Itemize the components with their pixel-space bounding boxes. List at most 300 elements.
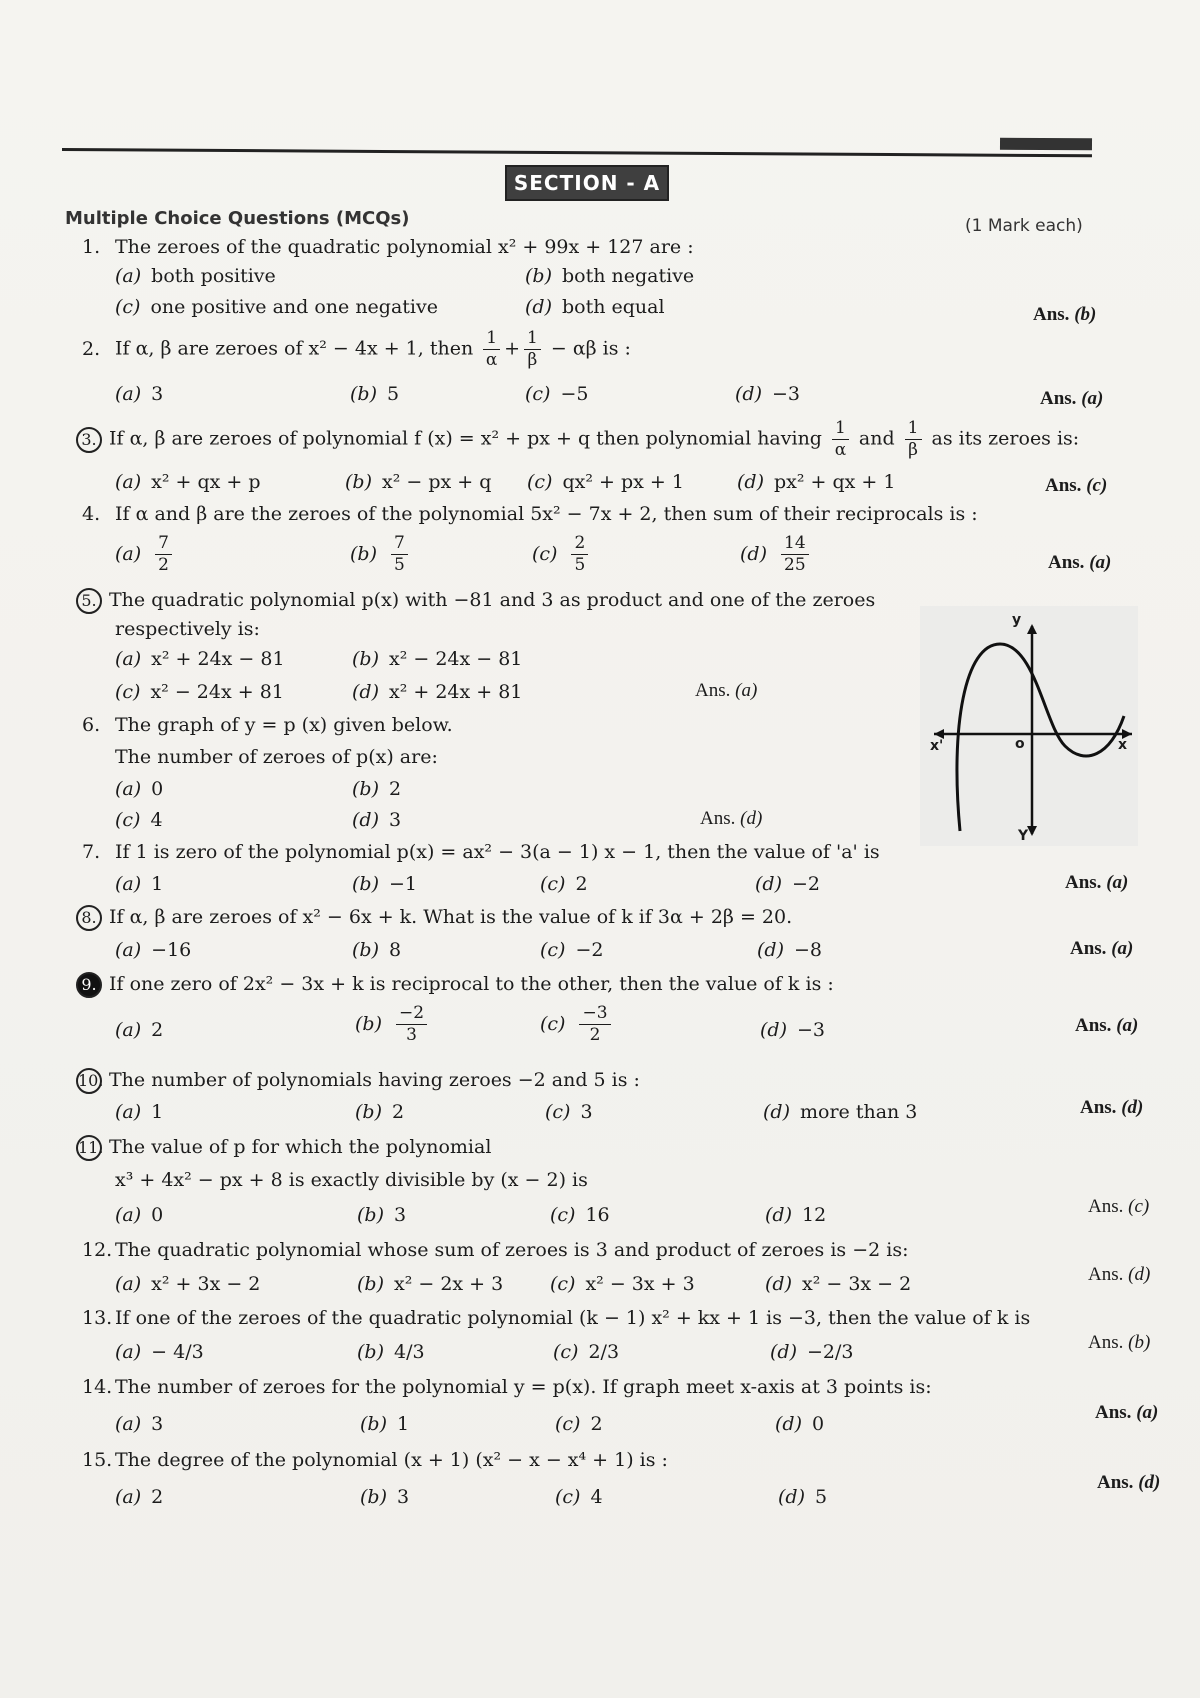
option-label: (c) [540, 1012, 566, 1035]
answer-7 [1065, 872, 1128, 894]
option-label: (d) [525, 296, 552, 318]
question-1 [82, 235, 694, 259]
option-b [355, 1005, 431, 1044]
option-text: 2 [392, 1101, 405, 1123]
option-b [345, 470, 491, 494]
denominator: α [485, 350, 498, 370]
answer-10 [1080, 1097, 1143, 1119]
option-text: both negative [562, 265, 695, 287]
question-text: If α, β are zeroes of polynomial f (x) = x² + px + q then polynomial having [109, 427, 822, 450]
option-d [763, 1100, 917, 1124]
fraction [391, 535, 408, 574]
option-text: x² − px + q [382, 471, 492, 493]
section-badge: SECTION - A [505, 165, 669, 201]
option-a [115, 1100, 163, 1124]
question-number: 2. [82, 337, 101, 360]
question-number: 5. [76, 588, 102, 614]
option-d [352, 680, 522, 704]
denominator: 5 [394, 555, 405, 575]
option-label: (c) [532, 542, 558, 565]
mcq-heading: Multiple Choice Questions (MCQs) [65, 208, 410, 229]
option-d [525, 295, 665, 319]
answer-letter: (d) [1138, 1472, 1161, 1493]
question-text: The quadratic polynomial whose sum of zeroes is 3 and product of zeroes is −2 is: [115, 1239, 909, 1261]
option-text: 3 [151, 1413, 164, 1435]
option-d [760, 1018, 825, 1042]
option-d [352, 808, 401, 832]
answer-prefix: Ans. [1070, 938, 1107, 959]
answer-prefix: Ans. [1095, 1402, 1132, 1423]
option-label: (a) [115, 1101, 142, 1123]
option-d [737, 470, 895, 494]
option-text: 1 [151, 873, 164, 895]
option-a [115, 470, 261, 494]
y-axis-label-top: y [1012, 612, 1022, 628]
option-b [360, 1412, 409, 1436]
denominator: β [527, 350, 538, 370]
numerator: 1 [524, 330, 541, 350]
option-label: (b) [357, 1341, 384, 1363]
option-label: (c) [545, 1101, 571, 1123]
question-3 [82, 420, 1079, 459]
option-b [350, 535, 412, 574]
option-text: x² + qx + p [151, 471, 261, 493]
option-b [525, 264, 694, 288]
option-label: (a) [115, 265, 142, 287]
numerator: 14 [781, 535, 809, 555]
option-b [352, 777, 401, 801]
question-5 [82, 588, 875, 614]
question-text: The graph of y = p (x) given below. [115, 714, 453, 736]
question-12 [82, 1238, 908, 1262]
answer-prefix: Ans. [700, 808, 736, 829]
option-label: (a) [115, 1019, 142, 1041]
option-text: 4 [590, 1486, 603, 1508]
question-6-line-2: The number of zeroes of p(x) are: [115, 746, 438, 768]
question-text: If one of the zeroes of the quadratic polynomial (k − 1) x² + kx + 1 is −3, then the value of k is [115, 1307, 1031, 1329]
question-number: 10. [76, 1068, 102, 1094]
marks-note: (1 Mark each) [965, 216, 1083, 236]
numerator: 2 [571, 535, 588, 555]
numerator: 1 [832, 420, 849, 440]
option-d [770, 1340, 854, 1364]
option-c [115, 680, 284, 704]
question-number: 14. [82, 1376, 113, 1398]
option-label: (b) [352, 873, 379, 895]
option-label: (c) [550, 1273, 576, 1295]
question-text: If 1 is zero of the polynomial p(x) = ax² − 3(a − 1) x − 1, then the value of 'a' is [115, 841, 880, 863]
option-text: 3 [389, 809, 402, 831]
option-text: more than 3 [800, 1101, 918, 1123]
question-9 [82, 972, 834, 998]
question-4 [82, 502, 978, 526]
option-label: (b) [345, 471, 372, 493]
answer-prefix: Ans. [1088, 1196, 1124, 1217]
option-label: (b) [355, 1012, 382, 1035]
answer-6 [700, 808, 762, 830]
answer-prefix: Ans. [1048, 552, 1085, 573]
question-15 [82, 1448, 668, 1472]
option-a [115, 647, 285, 671]
question-6 [82, 713, 453, 737]
option-text: 2 [389, 778, 402, 800]
option-text: 0 [151, 1204, 164, 1226]
question-number: 1. [82, 236, 101, 258]
y-axis-arrow-bottom [1027, 826, 1037, 836]
question-2 [82, 330, 631, 369]
question-5-line-2: respectively is: [115, 618, 260, 640]
option-label: (a) [115, 778, 142, 800]
option-c [115, 295, 438, 319]
answer-letter: (b) [1128, 1332, 1151, 1353]
question-11-line-2: x³ + 4x² − px + 8 is exactly divisible by (x − 2) is [115, 1169, 588, 1191]
option-label: (b) [350, 383, 377, 405]
option-b [355, 1100, 404, 1124]
numerator: 1 [483, 330, 500, 350]
question-number: 13. [82, 1307, 113, 1329]
option-text: 0 [812, 1413, 825, 1435]
option-label: (d) [765, 1273, 792, 1295]
option-text: x² + 3x − 2 [151, 1273, 261, 1295]
option-label: (d) [778, 1486, 805, 1508]
option-text: −2 [792, 873, 821, 895]
option-d [755, 872, 820, 896]
question-text: The value of p for which the polynomial [109, 1136, 492, 1158]
option-label: (a) [115, 1486, 142, 1508]
option-label: (c) [527, 471, 553, 493]
question-text: The number of polynomials having zeroes −2 and 5 is : [109, 1069, 640, 1091]
answer-letter: (d) [1121, 1097, 1144, 1118]
fraction [155, 535, 172, 574]
option-d [775, 1412, 824, 1436]
question-14 [82, 1375, 932, 1399]
question-text: If α, β are zeroes of x² − 6x + k. What is the value of k if 3α + 2β = 20. [109, 906, 793, 928]
denominator: 5 [574, 555, 586, 575]
option-c [540, 1005, 615, 1044]
option-b [357, 1272, 503, 1296]
option-label: (b) [352, 778, 379, 800]
option-text: 3 [151, 383, 164, 405]
option-c [555, 1412, 603, 1436]
answer-letter: (c) [1128, 1196, 1150, 1217]
option-a [115, 382, 163, 406]
option-c [555, 1485, 603, 1509]
numerator: 7 [391, 535, 408, 555]
option-text: both positive [151, 265, 276, 287]
polynomial-graph [920, 606, 1138, 846]
question-number: 8. [76, 905, 102, 931]
option-label: (c) [540, 873, 566, 895]
option-c [540, 872, 588, 896]
option-text: 12 [802, 1204, 827, 1226]
question-number: 15. [82, 1449, 113, 1471]
option-a [115, 1340, 204, 1364]
answer-12 [1088, 1264, 1150, 1286]
option-text: 8 [389, 939, 402, 961]
option-label: (b) [350, 542, 377, 565]
denominator: β [908, 440, 918, 460]
option-text: 3 [394, 1204, 407, 1226]
answer-letter: (a) [1106, 872, 1129, 893]
question-11 [78, 1135, 492, 1161]
answer-letter: (a) [1081, 388, 1104, 409]
question-10 [78, 1068, 640, 1094]
question-number: 7. [82, 841, 101, 863]
option-label: (b) [357, 1273, 384, 1295]
option-text: −5 [560, 383, 589, 405]
answer-15 [1097, 1472, 1160, 1494]
fraction [571, 535, 588, 574]
option-label: (b) [352, 939, 379, 961]
answer-2 [1040, 388, 1103, 410]
option-text: 2 [575, 873, 588, 895]
option-a [115, 872, 163, 896]
option-a [115, 938, 191, 962]
option-label: (a) [115, 1273, 142, 1295]
option-label: (d) [352, 809, 379, 831]
option-text: one positive and one negative [150, 296, 438, 318]
question-7 [82, 840, 880, 864]
option-text: 1 [151, 1101, 164, 1123]
option-label: (c) [555, 1486, 581, 1508]
option-a [115, 535, 176, 574]
question-text: as its zeroes is: [931, 427, 1080, 450]
option-c [527, 470, 684, 494]
option-text: qx² + px + 1 [562, 471, 684, 493]
option-label: (c) [115, 296, 141, 318]
option-d [740, 535, 813, 574]
question-text: The number of zeroes for the polynomial y = p(x). If graph meet x-axis at 3 points is: [115, 1376, 932, 1398]
option-label: (d) [352, 681, 379, 703]
answer-prefix: Ans. [1045, 475, 1082, 496]
fraction [396, 1005, 427, 1044]
option-b [352, 872, 417, 896]
option-d [765, 1203, 826, 1227]
answer-3 [1045, 475, 1107, 497]
option-c [553, 1340, 619, 1364]
option-a [115, 1485, 163, 1509]
numerator: 7 [155, 535, 172, 555]
numerator: 1 [905, 420, 922, 440]
option-b [357, 1340, 425, 1364]
answer-prefix: Ans. [1097, 1472, 1134, 1493]
answer-letter: (a) [1089, 552, 1112, 573]
numerator: −3 [579, 1005, 610, 1025]
question-text: If α and β are the zeroes of the polynomial 5x² − 7x + 2, then sum of their reciprocals is : [115, 503, 978, 525]
option-d [735, 382, 800, 406]
option-label: (d) [735, 383, 762, 405]
answer-5 [695, 680, 757, 702]
option-label: (d) [757, 939, 784, 961]
option-text: x² − 3x − 2 [802, 1273, 912, 1295]
answer-14 [1095, 1402, 1158, 1424]
question-number: 11. [76, 1135, 102, 1161]
option-label: (b) [357, 1204, 384, 1226]
option-label: (a) [115, 1413, 142, 1435]
option-label: (c) [115, 681, 141, 703]
option-label: (d) [763, 1101, 790, 1123]
option-a [115, 1272, 260, 1296]
option-b [360, 1485, 409, 1509]
option-text: 5 [815, 1486, 828, 1508]
answer-11 [1088, 1196, 1149, 1218]
option-text: x² − 3x + 3 [585, 1273, 695, 1295]
cubic-curve [957, 644, 1124, 831]
answer-letter: (a) [735, 680, 758, 701]
option-c [115, 808, 163, 832]
option-c [540, 938, 603, 962]
question-number: 9. [76, 972, 102, 998]
denominator: 25 [784, 555, 806, 575]
option-label: (d) [775, 1413, 802, 1435]
option-text: −8 [794, 939, 823, 961]
option-label: (a) [115, 648, 142, 670]
question-number: 3. [76, 427, 102, 453]
option-d [757, 938, 822, 962]
origin-label: o [1015, 736, 1025, 752]
option-label: (d) [765, 1204, 792, 1226]
fraction [781, 535, 809, 574]
option-text: −2/3 [807, 1341, 854, 1363]
denominator: 2 [158, 555, 169, 575]
fraction [579, 1005, 610, 1044]
option-text: 4 [150, 809, 163, 831]
numerator: −2 [396, 1005, 427, 1025]
option-text: 4/3 [394, 1341, 425, 1363]
answer-letter: (c) [1086, 475, 1108, 496]
option-label: (d) [737, 471, 764, 493]
answer-prefix: Ans. [1065, 872, 1102, 893]
option-b [357, 1203, 406, 1227]
option-text: −1 [389, 873, 418, 895]
option-text: 3 [580, 1101, 593, 1123]
option-text: −16 [151, 939, 192, 961]
question-text: − αβ is : [550, 337, 631, 360]
option-a [115, 777, 163, 801]
option-text: 0 [151, 778, 164, 800]
option-label: (b) [360, 1413, 387, 1435]
option-text: px² + qx + 1 [774, 471, 896, 493]
answer-prefix: Ans. [1040, 388, 1077, 409]
answer-prefix: Ans. [1075, 1015, 1112, 1036]
option-c [545, 1100, 593, 1124]
answer-13 [1088, 1332, 1150, 1354]
option-text: x² − 24x − 81 [389, 648, 523, 670]
option-text: 2 [590, 1413, 603, 1435]
option-label: (a) [115, 1341, 142, 1363]
option-label: (c) [540, 939, 566, 961]
option-label: (c) [115, 809, 141, 831]
option-text: 1 [397, 1413, 410, 1435]
answer-letter: (d) [740, 808, 763, 829]
option-text: − 4/3 [151, 1341, 204, 1363]
option-a [115, 1412, 163, 1436]
fraction [524, 330, 541, 369]
question-8 [82, 905, 792, 931]
question-text: The zeroes of the quadratic polynomial x² + 99x + 127 are : [115, 236, 694, 258]
option-b [352, 647, 522, 671]
option-label: (b) [525, 265, 552, 287]
question-13 [82, 1306, 1030, 1330]
option-d [778, 1485, 827, 1509]
answer-prefix: Ans. [1033, 304, 1070, 325]
question-number: 6. [82, 714, 101, 736]
option-label: (c) [555, 1413, 581, 1435]
option-c [550, 1203, 610, 1227]
top-rule [62, 148, 1092, 157]
option-label: (a) [115, 1204, 142, 1226]
option-d [765, 1272, 911, 1296]
denominator: 2 [589, 1025, 601, 1045]
answer-prefix: Ans. [1088, 1264, 1124, 1285]
option-label: (b) [355, 1101, 382, 1123]
option-text: x² − 2x + 3 [394, 1273, 504, 1295]
option-label: (c) [553, 1341, 579, 1363]
option-label: (a) [115, 542, 142, 565]
question-text: The degree of the polynomial (x + 1) (x² − x − x⁴ + 1) is : [115, 1449, 668, 1471]
question-text: The quadratic polynomial p(x) with −81 and 3 as product and one of the zeroes [109, 589, 876, 611]
answer-9 [1075, 1015, 1138, 1037]
option-text: 3 [397, 1486, 410, 1508]
answer-prefix: Ans. [695, 680, 731, 701]
option-label: (a) [115, 471, 142, 493]
answer-8 [1070, 938, 1133, 960]
and-word: and [858, 427, 895, 450]
plus-sign: + [504, 337, 520, 360]
denominator: 3 [406, 1025, 417, 1045]
option-text: x² − 24x + 81 [150, 681, 284, 703]
option-label: (b) [360, 1486, 387, 1508]
option-label: (a) [115, 939, 142, 961]
x-axis-label-right: x [1118, 737, 1128, 753]
answer-letter: (a) [1116, 1015, 1139, 1036]
option-c [525, 382, 588, 406]
option-a [115, 1203, 163, 1227]
option-text: 2 [151, 1019, 164, 1041]
answer-letter: (a) [1136, 1402, 1159, 1423]
option-label: (d) [760, 1019, 787, 1041]
option-label: (c) [525, 383, 551, 405]
fraction [905, 420, 922, 459]
option-text: −3 [772, 383, 801, 405]
answer-1 [1033, 304, 1096, 326]
option-text: 2/3 [588, 1341, 620, 1363]
option-label: (d) [755, 873, 782, 895]
option-c [532, 535, 592, 574]
question-text: If one zero of 2x² − 3x + k is reciprocal to the other, then the value of k is : [109, 973, 834, 995]
top-rule-tab [1000, 138, 1092, 151]
option-text: −2 [575, 939, 604, 961]
answer-letter: (d) [1128, 1264, 1151, 1285]
option-label: (a) [115, 383, 142, 405]
option-label: (b) [352, 648, 379, 670]
option-b [352, 938, 401, 962]
question-number: 12. [82, 1239, 113, 1261]
option-text: 16 [585, 1204, 610, 1226]
answer-letter: (a) [1111, 938, 1134, 959]
option-a [115, 1018, 163, 1042]
option-c [550, 1272, 695, 1296]
denominator: α [834, 440, 847, 460]
option-label: (a) [115, 873, 142, 895]
option-label: (d) [770, 1341, 797, 1363]
answer-4 [1048, 552, 1111, 574]
option-b [350, 382, 399, 406]
option-a [115, 264, 276, 288]
y-axis-arrow-top [1027, 624, 1037, 634]
option-text: −3 [797, 1019, 826, 1041]
option-text: 2 [151, 1486, 164, 1508]
